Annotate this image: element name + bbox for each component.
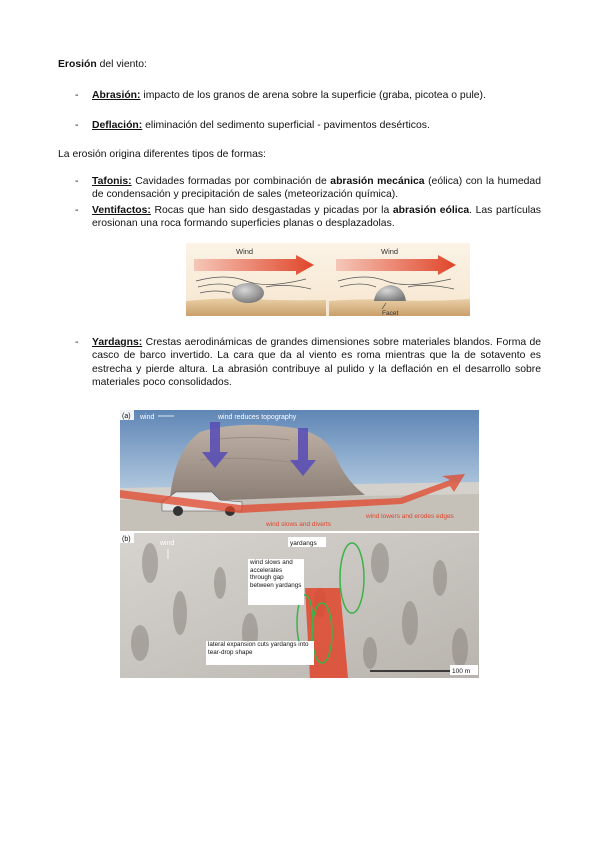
panel-a-label1: wind reduces topography: [218, 414, 297, 421]
heading-rest: del viento:: [96, 59, 147, 70]
ventifact-figure: [186, 243, 470, 316]
panel-a-label2: wind slows and diverts: [266, 521, 332, 528]
tafonis-term: Tafonis:: [92, 176, 132, 187]
scale-bar-label: 100 m: [452, 668, 471, 675]
panel-a-label3: wind lowers and erodes edges: [366, 513, 454, 520]
yardangs-term: Yardagns:: [92, 337, 143, 348]
yardang-photo-a: [120, 410, 479, 531]
panel-b-label2: lateral expansion cuts yardangs into tear-drop shape: [208, 641, 309, 656]
ventifactos-term: Ventifactos:: [92, 205, 151, 216]
deflation-text: eliminación del sedimento superficial - pavimentos desérticos.: [142, 120, 430, 131]
panel-b-wind: wind: [160, 540, 175, 547]
panel-b-label1: wind slows and accelerates through gap between yardangs: [250, 559, 302, 589]
facet-label: Facet: [382, 310, 399, 316]
panel-b-label: (b): [122, 536, 131, 543]
panel-a-label: (a): [122, 413, 131, 420]
wind-label-right: Wind: [381, 247, 399, 256]
yardang-photo-b: [120, 533, 479, 678]
wind-label-left: Wind: [236, 247, 254, 256]
intro-paragraph: La erosión origina diferentes tipos de formas:: [58, 149, 266, 160]
panel-a-wind: wind: [140, 414, 155, 421]
heading-bold: Erosión: [58, 59, 97, 70]
abrasion-term: Abrasión:: [92, 90, 141, 101]
section-heading: [58, 58, 147, 71]
panel-b-yardangs: yardangs: [290, 540, 317, 547]
deflation-term: Deflación:: [92, 120, 143, 131]
abrasion-text: impacto de los granos de arena sobre la superficie (graba, picotea o pule).: [140, 90, 486, 101]
